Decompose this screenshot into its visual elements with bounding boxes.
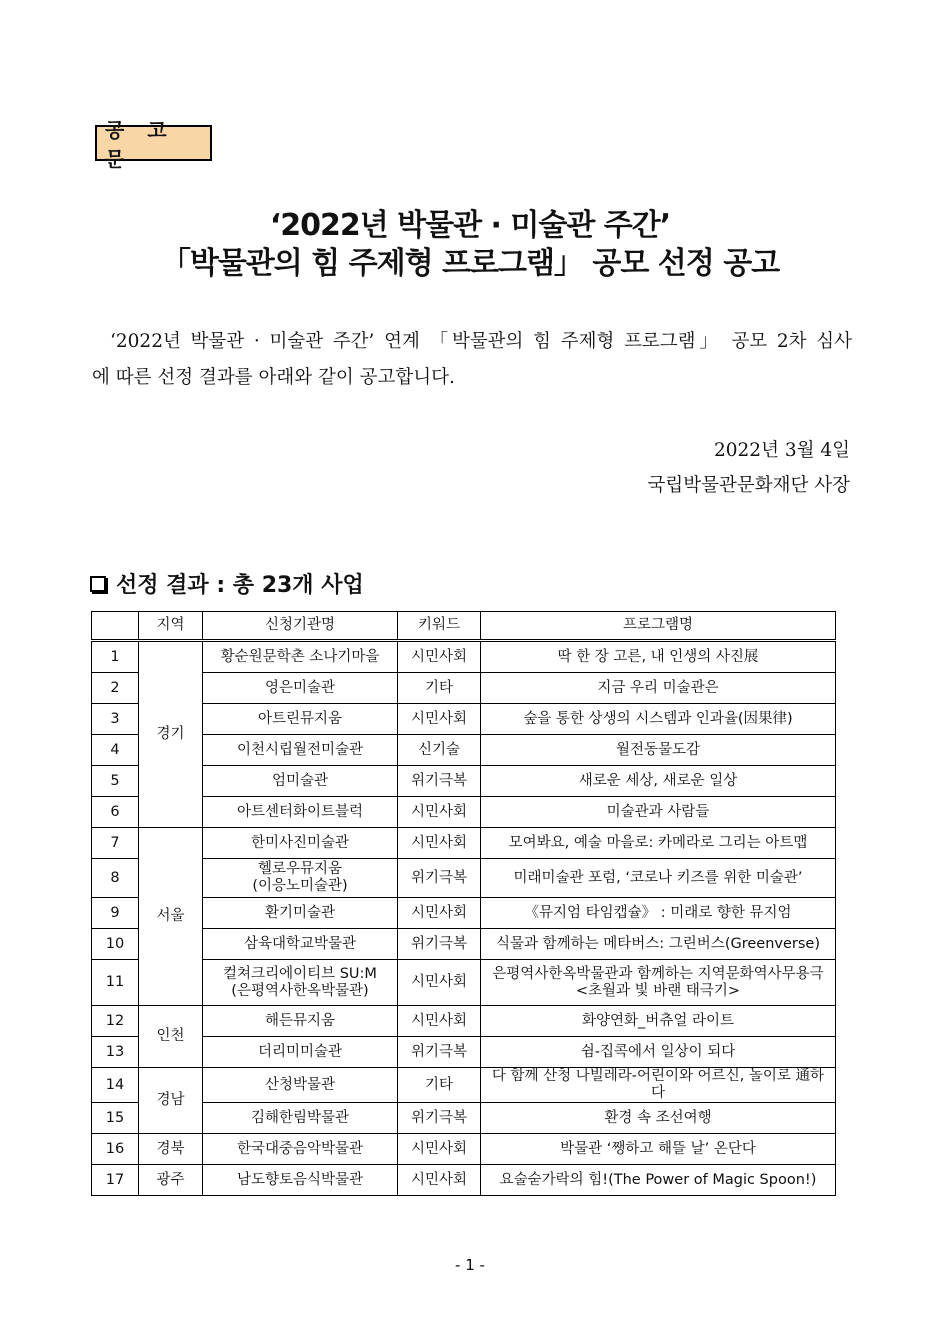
cell-org-line-1: 컬쳐크리에이티브 SU:M [223,965,377,982]
cell-region: 경북 [139,1134,203,1165]
cell-no: 10 [92,929,139,960]
cell-org: 아트센터화이트블럭 [203,797,398,828]
table-row [92,859,836,898]
cell-no: 17 [92,1165,139,1196]
title-line-1: ‘2022년 박물관 · 미술관 주간’ [269,208,671,243]
cell-org: 해든뮤지움 [203,1006,398,1037]
table-row [92,828,836,859]
intro-paragraph [92,324,852,396]
table-row [92,1068,836,1103]
cell-program: 월전동물도감 [481,735,836,766]
table-row [92,797,836,828]
cell-org: 산청박물관 [203,1068,398,1103]
cell-region: 경기 [139,641,203,828]
table-row [92,1103,836,1134]
table-row [92,1006,836,1037]
cell-region: 광주 [139,1165,203,1196]
cell-keyword: 시민사회 [398,641,481,673]
table-row [92,960,836,1006]
cell-program [481,960,836,1006]
intro-line-2: 에 따른 선정 결과를 아래와 같이 공고합니다. [92,367,455,388]
cell-org [203,859,398,898]
cell-no: 14 [92,1068,139,1103]
cell-no: 11 [92,960,139,1006]
cell-no: 13 [92,1037,139,1068]
cell-program: 요술숟가락의 힘!(The Power of Magic Spoon!) [481,1165,836,1196]
cell-program-line-2: <초월과 빛 바랜 태극기> [575,982,741,999]
cell-no: 1 [92,641,139,673]
cell-keyword: 신기술 [398,735,481,766]
cell-keyword: 기타 [398,673,481,704]
cell-no: 6 [92,797,139,828]
cell-no: 8 [92,859,139,898]
cell-org: 황순원문학촌 소나기마을 [203,641,398,673]
table-row [92,1134,836,1165]
header-no [92,612,139,641]
table-row [92,704,836,735]
header-org: 신청기관명 [203,612,398,641]
cell-program: 환경 속 조선여행 [481,1103,836,1134]
table-row [92,673,836,704]
cell-no: 16 [92,1134,139,1165]
cell-keyword: 위기극복 [398,1037,481,1068]
table-row [92,641,836,673]
cell-program: 미술관과 사람들 [481,797,836,828]
cell-no: 5 [92,766,139,797]
cell-no: 12 [92,1006,139,1037]
cell-program-line-1: 은평역사한옥박물관과 함께하는 지역문화역사무용극 [492,965,824,982]
cell-program: 미래미술관 포럼, ‘코로나 키즈를 위한 미술관’ [481,859,836,898]
cell-org: 아트린뮤지움 [203,704,398,735]
cell-keyword: 시민사회 [398,704,481,735]
cell-keyword: 위기극복 [398,766,481,797]
cell-program: 식물과 함께하는 메타버스: 그린버스(Greenverse) [481,929,836,960]
cell-program: 박물관 ‘쨍하고 해뜰 날’ 온단다 [481,1134,836,1165]
table-row [92,898,836,929]
cell-org: 환기미술관 [203,898,398,929]
cell-program: 새로운 세상, 새로운 일상 [481,766,836,797]
cell-program: 《뮤지엄 타임캡슐》 : 미래로 향한 뮤지엄 [481,898,836,929]
page-number: - 1 - [455,1256,485,1274]
cell-keyword: 시민사회 [398,960,481,1006]
cell-keyword: 시민사회 [398,1134,481,1165]
cell-no: 3 [92,704,139,735]
cell-org: 삼육대학교박물관 [203,929,398,960]
table-row [92,1165,836,1196]
cell-org: 이천시립월전미술관 [203,735,398,766]
cell-no: 7 [92,828,139,859]
cell-program: 화양연화_버츄얼 라이트 [481,1006,836,1037]
cell-keyword: 위기극복 [398,1103,481,1134]
table-row [92,735,836,766]
cell-region: 인천 [139,1006,203,1068]
cell-keyword: 위기극복 [398,859,481,898]
cell-org: 한국대중음악박물관 [203,1134,398,1165]
section-title: 선정 결과 : 총 23개 사업 [116,573,364,598]
cell-org [203,960,398,1006]
cell-keyword: 시민사회 [398,1006,481,1037]
cell-region: 서울 [139,828,203,1006]
cell-org: 한미사진미술관 [203,828,398,859]
cell-keyword: 시민사회 [398,1165,481,1196]
table-row [92,929,836,960]
results-table [91,611,836,1196]
cell-org: 영은미술관 [203,673,398,704]
cell-no: 15 [92,1103,139,1134]
cell-region: 경남 [139,1068,203,1134]
cell-program: 다 함께 산청 나빌레라-어린이와 어르신, 놀이로 通하다 [481,1068,836,1103]
section-heading [90,568,364,599]
cell-program: 지금 우리 미술관은 [481,673,836,704]
cell-org: 엄미술관 [203,766,398,797]
cell-org-line-2: (이응노미술관) [252,878,348,894]
signature: 국립박물관문화재단 사장 [647,475,850,496]
cell-org: 더리미미술관 [203,1037,398,1068]
cell-keyword: 위기극복 [398,929,481,960]
cell-org: 남도향토음식박물관 [203,1165,398,1196]
cell-keyword: 시민사회 [398,898,481,929]
checkbox-icon [90,576,106,592]
intro-line-1: ‘2022년 박물관 · 미술관 주간’ 연계 「박물관의 힘 주제형 프로그램」 공모 2차 심사 [110,331,852,352]
cell-no: 4 [92,735,139,766]
cell-no: 2 [92,673,139,704]
cell-org-line-2: (은평역사한옥박물관) [231,982,369,999]
cell-program: 모여봐요, 예술 마을로: 카메라로 그리는 아트맵 [481,828,836,859]
header-program: 프로그램명 [481,612,836,641]
header-keyword: 키워드 [398,612,481,641]
title-line-2: 「박물관의 힘 주제형 프로그램」 공모 선정 공고 [160,246,780,281]
cell-program: 쉼-집콕에서 일상이 되다 [481,1037,836,1068]
cell-keyword: 기타 [398,1068,481,1103]
cell-org-line-1: 헬로우뮤지움 [257,861,343,877]
cell-keyword: 시민사회 [398,828,481,859]
table-row [92,766,836,797]
cell-org: 김해한림박물관 [203,1103,398,1134]
cell-program: 숲을 통한 상생의 시스템과 인과율(因果律) [481,704,836,735]
announcement-date: 2022년 3월 4일 [714,440,850,461]
cell-keyword: 시민사회 [398,797,481,828]
table-row [92,1037,836,1068]
cell-no: 9 [92,898,139,929]
cell-program: 딱 한 장 고른, 내 인생의 사진展 [481,641,836,673]
header-region: 지역 [139,612,203,641]
table-header-row [92,612,836,641]
notice-label: 공 고 문 [95,125,212,161]
